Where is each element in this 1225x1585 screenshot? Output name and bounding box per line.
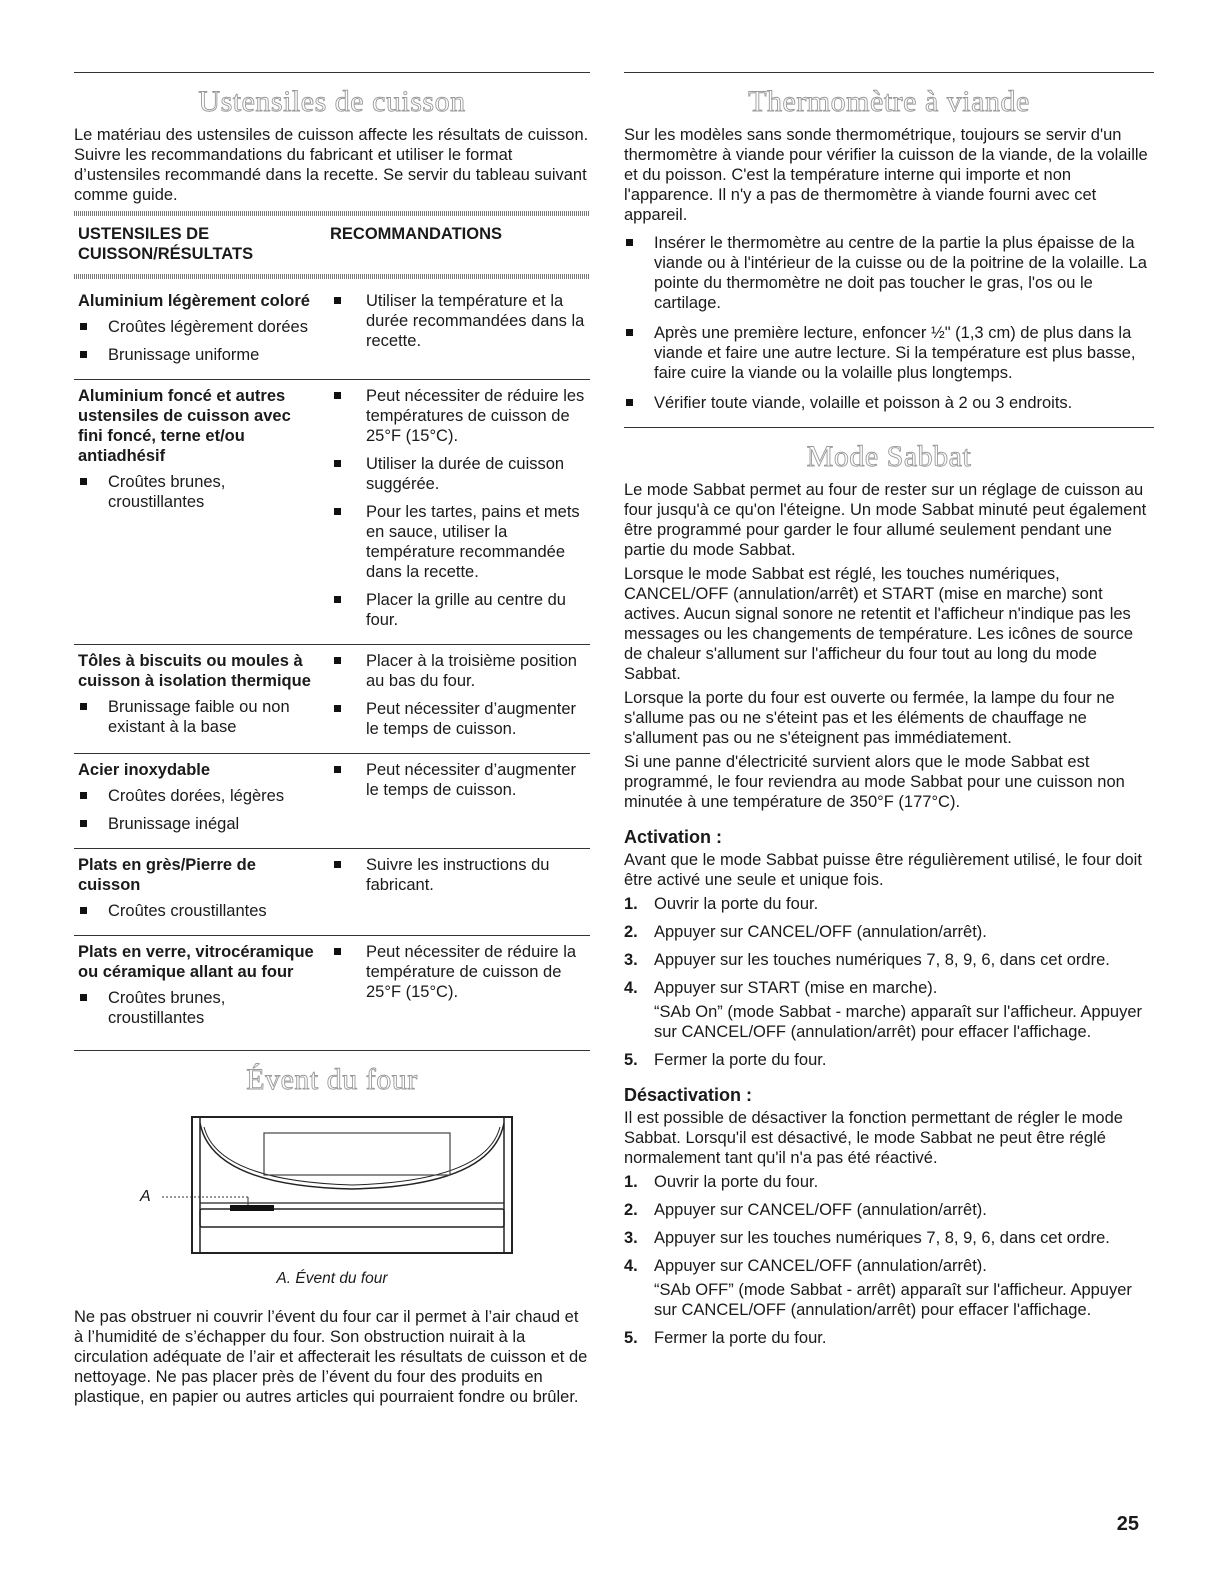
thermo-bullet: Vérifier toute viande, volaille et poisson à 2 ou 3 endroits. [624, 393, 1154, 413]
sabbat-paragraph: Lorsque la porte du four est ouverte ou fermée, la lampe du four ne s'allume pas ou ne s'éteint pas et les éléments de chauffage ne s'allument pas ou ne s'éteignent pas immédiatement. [624, 689, 1115, 747]
oven-vent-illustration [152, 1111, 532, 1261]
step-number: 5. [624, 1051, 638, 1069]
event-text: Ne pas obstruer ni couvrir l’évent du four car il permet à l’air chaud et à l’humidité de s’échapper du four. Son obstruction nuirait à la circulation adéquate de l’air et affecterait les résultats de cuisson et de nettoyage. Ne pas placer près de l’évent du four des produits en plastique, en papier ou autres articles qui pourraient fondre ou brûler. [74, 1308, 588, 1406]
step-number: 1. [624, 895, 638, 913]
recommendation-cell [326, 285, 590, 380]
thermo-bullet-list [624, 233, 1154, 413]
activation-step [624, 978, 1154, 998]
recommendation-bullet: Suivre les instructions du fabricant. [330, 855, 590, 895]
page-number: 25 [1116, 1513, 1139, 1535]
result-bullet: Croûtes légèrement dorées [78, 317, 318, 337]
sabbat-paragraph: Si une panne d'électricité survient alors que le mode Sabbat est programmé, le four reviendra au mode Sabbat pour une cuisson non minutée à une température de 350°F (177°C). [624, 753, 1125, 811]
activation-steps-end [624, 1050, 1154, 1070]
result-bullet: Croûtes brunes, croustillantes [78, 472, 318, 512]
recommendation-cell [326, 645, 590, 754]
step-text: Appuyer sur START (mise en marche). [654, 979, 938, 997]
ustensiles-intro: Le matériau des ustensiles de cuisson affecte les résultats de cuisson. Suivre les recommandations du fabricant et utiliser le format d’ustensiles recommandé dans la recette. Se servir du tableau suivant comme guide. [74, 126, 589, 204]
desactivation-intro: Il est possible de désactiver la fonction permettant de régler le mode Sabbat. Lorsqu'il est désactivé, le mode Sabbat ne peut être réglé normalement tant qu'il n'a pas été réactivé. [624, 1109, 1123, 1167]
sabbat-paragraph: Le mode Sabbat permet au four de rester sur un réglage de cuisson au four jusqu'à ce qu'on l'éteigne. Un mode Sabbat minuté peut également être programmé pour garder le four allumé seulement pendant une partie du mode Sabbat. [624, 481, 1147, 559]
result-bullet: Brunissage uniforme [78, 345, 318, 365]
step-number: 2. [624, 923, 638, 941]
step-text: Appuyer sur CANCEL/OFF (annulation/arrêt). [654, 1257, 987, 1275]
cookware-cell [74, 936, 326, 1043]
table-row [74, 645, 590, 754]
result-bullet: Brunissage inégal [78, 814, 318, 834]
step-text: Appuyer sur les touches numériques 7, 8, 9, 6, dans cet ordre. [654, 951, 1110, 969]
step-number: 1. [624, 1173, 638, 1191]
result-bullet: Croûtes brunes, croustillantes [78, 988, 318, 1028]
result-bullet: Croûtes croustillantes [78, 901, 318, 921]
cookware-cell [74, 849, 326, 936]
recommendation-bullet: Peut nécessiter de réduire la température de cuisson de 25°F (15°C). [330, 942, 590, 1002]
activation-heading: Activation : [624, 827, 723, 847]
cookware-name: Acier inoxydable [78, 761, 211, 779]
step-number: 5. [624, 1329, 638, 1347]
cookware-name: Tôles à biscuits ou moules à cuisson à isolation thermique [78, 652, 311, 690]
result-bullet: Croûtes dorées, légères [78, 786, 318, 806]
cookware-cell [74, 645, 326, 754]
desactivation-step [624, 1200, 1154, 1220]
desactivation-heading: Désactivation : [624, 1085, 753, 1105]
recommendation-bullet: Peut nécessiter d’augmenter le temps de cuisson. [330, 760, 590, 800]
sabbat-title: Mode Sabbat [806, 440, 972, 473]
activation-note: “SAb On” (mode Sabbat - marche) apparaît sur l'afficheur. Appuyer sur CANCEL/OFF (annulation/arrêt) pour effacer l'affichage. [654, 1003, 1143, 1041]
cookware-cell [74, 285, 326, 380]
thermo-intro: Sur les modèles sans sonde thermométrique, toujours se servir d'un thermomètre à viande pour vérifier la cuisson de la viande, de la volaille et du poisson. C'est la température interne qui importe et non l'apparence. Il n'y a pas de thermomètre à viande fourni avec cet appareil. [624, 126, 1148, 224]
thermo-bullet: Insérer le thermomètre au centre de la partie la plus épaisse de la viande ou à l'intérieur de la cuisse ou de la poitrine de la volaille. La pointe du thermomètre ne doit pas toucher le gras, l'os ou le cartilage. [624, 233, 1154, 313]
table-row [74, 285, 590, 380]
cookware-name: Plats en verre, vitrocéramique ou céramique allant au four [78, 943, 314, 981]
activation-step [624, 950, 1154, 970]
recommendation-bullet: Utiliser la température et la durée recommandées dans la recette. [330, 291, 590, 351]
step-number: 4. [624, 1257, 638, 1275]
table-header-recommendations: RECOMMANDATIONS [330, 225, 503, 243]
recommendation-bullet: Placer à la troisième position au bas du four. [330, 651, 590, 691]
table-row [74, 754, 590, 849]
recommendation-cell [326, 936, 590, 1043]
recommendation-bullet: Placer la grille au centre du four. [330, 590, 590, 630]
activation-steps [624, 894, 1154, 998]
figure-callout-a: A [140, 1188, 151, 1205]
table-body [74, 285, 590, 1042]
step-number: 3. [624, 951, 638, 969]
cookware-name: Aluminium foncé et autres ustensiles de cuisson avec fini foncé, terne et/ou antiadhésif [78, 387, 291, 465]
desactivation-step [624, 1172, 1154, 1192]
cookware-cell [74, 380, 326, 645]
recommendation-cell [326, 380, 590, 645]
recommendation-cell [326, 849, 590, 936]
table-row [74, 380, 590, 645]
step-number: 3. [624, 1229, 638, 1247]
desactivation-steps [624, 1172, 1154, 1276]
step-text: Fermer la porte du four. [654, 1051, 827, 1069]
step-text: Ouvrir la porte du four. [654, 895, 819, 913]
recommendation-cell [326, 754, 590, 849]
event-title: Évent du four [246, 1063, 418, 1096]
table-top-divider [74, 211, 590, 216]
step-text: Appuyer sur CANCEL/OFF (annulation/arrêt). [654, 923, 987, 941]
cookware-name: Plats en grès/Pierre de cuisson [78, 856, 256, 894]
ustensiles-title: Ustensiles de cuisson [198, 85, 466, 118]
desactivation-step [624, 1256, 1154, 1276]
step-number: 4. [624, 979, 638, 997]
cookware-cell [74, 754, 326, 849]
cookware-name: Aluminium légèrement coloré [78, 292, 310, 310]
thermo-bullet: Après une première lecture, enfoncer ½" (1,3 cm) de plus dans la viande et faire une autre lecture. Si la température est plus basse, faire cuire la viande ou la volaille plus longtemps. [624, 323, 1154, 383]
step-text: Appuyer sur CANCEL/OFF (annulation/arrêt). [654, 1201, 987, 1219]
step-text: Appuyer sur les touches numériques 7, 8, 9, 6, dans cet ordre. [654, 1229, 1110, 1247]
top-rule-left [74, 72, 590, 73]
recommendation-bullet: Utiliser la durée de cuisson suggérée. [330, 454, 590, 494]
activation-step [624, 922, 1154, 942]
table-row [74, 936, 590, 1043]
recommendation-bullet: Peut nécessiter d’augmenter le temps de cuisson. [330, 699, 590, 739]
desactivation-step [624, 1228, 1154, 1248]
table-row [74, 849, 590, 936]
step-number: 2. [624, 1201, 638, 1219]
event-rule [74, 1050, 590, 1051]
table-header-cookware: USTENSILES DE CUISSON/RÉSULTATS [78, 225, 254, 263]
activation-step [624, 1050, 1154, 1070]
result-bullet: Brunissage faible ou non existant à la base [78, 697, 318, 737]
right-column [624, 72, 1154, 1356]
table-header-divider [74, 274, 590, 279]
step-text: Ouvrir la porte du four. [654, 1173, 819, 1191]
top-rule-right [624, 72, 1154, 73]
activation-intro: Avant que le mode Sabbat puisse être régulièrement utilisé, le four doit être activé une seule et unique fois. [624, 851, 1142, 889]
figure-caption: A. Évent du four [276, 1270, 388, 1287]
left-column [74, 72, 590, 1411]
sabbat-rule [624, 427, 1154, 428]
step-text: Fermer la porte du four. [654, 1329, 827, 1347]
desactivation-step [624, 1328, 1154, 1348]
recommendation-bullet: Peut nécessiter de réduire les températures de cuisson de 25°F (15°C). [330, 386, 590, 446]
oven-vent-figure [140, 1111, 532, 1261]
cookware-table [74, 222, 590, 1042]
desactivation-note: “SAb OFF” (mode Sabbat - arrêt) apparaît sur l'afficheur. Appuyer sur CANCEL/OFF (annulation/arrêt) pour effacer l'affichage. [654, 1281, 1132, 1319]
sabbat-paragraph: Lorsque le mode Sabbat est réglé, les touches numériques, CANCEL/OFF (annulation/arrêt) et START (mise en marche) sont actives. Aucun signal sonore ne retentit et l'afficheur n'indique pas les messages ou les changements de température. Les icônes de source de chaleur s'allument sur l'afficheur du four tout au long du mode Sabbat. [624, 565, 1134, 683]
desactivation-steps-end [624, 1328, 1154, 1348]
activation-step [624, 894, 1154, 914]
recommendation-bullet: Pour les tartes, pains et mets en sauce, utiliser la température recommandée dans la recette. [330, 502, 590, 582]
thermo-title: Thermomètre à viande [748, 85, 1030, 118]
